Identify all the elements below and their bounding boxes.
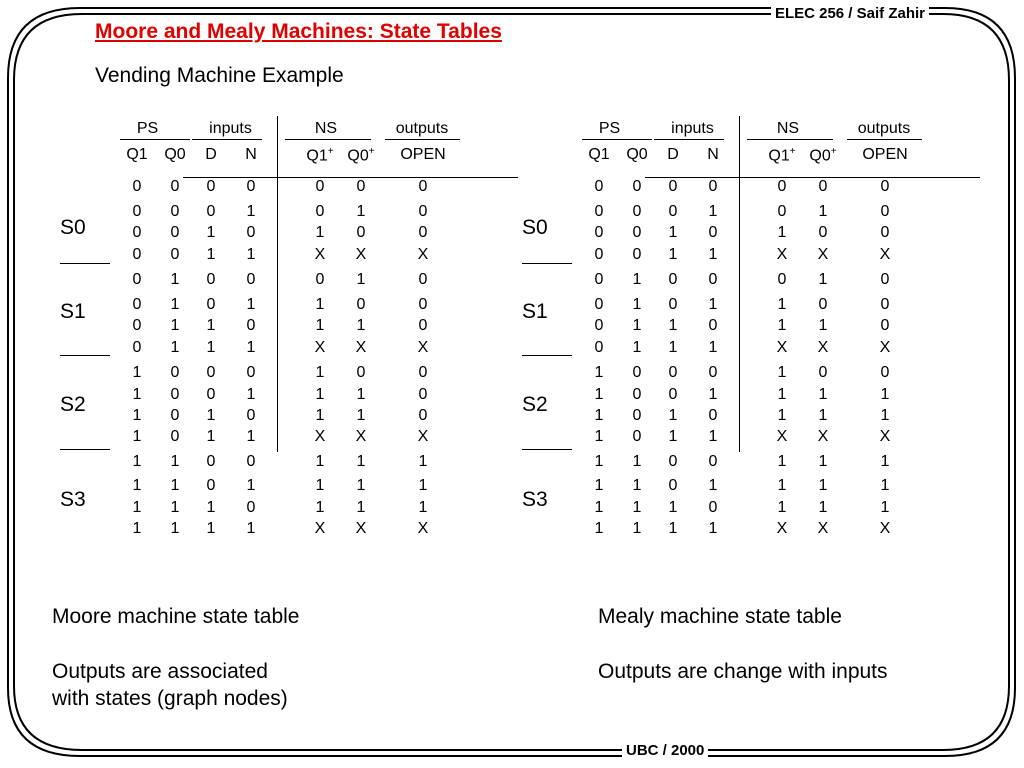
table-cell: 1 xyxy=(777,499,787,516)
table-cell: 1 xyxy=(206,339,216,356)
table-cell: 1 xyxy=(170,271,180,288)
table-cell: 1 xyxy=(632,453,642,470)
table-cell: 1 xyxy=(632,317,642,334)
state-label-s1: S1 xyxy=(60,300,86,323)
table-cell: 0 xyxy=(170,246,180,263)
table-cell: 0 xyxy=(594,224,604,241)
table-cell: 0 xyxy=(668,386,678,403)
table-cell: 0 xyxy=(880,224,890,241)
table-cell: 1 xyxy=(818,386,828,403)
table-cell: 1 xyxy=(668,246,678,263)
table-cell: 0 xyxy=(170,386,180,403)
table-cell: 1 xyxy=(818,271,828,288)
table-cell: 0 xyxy=(708,453,718,470)
table-cell: 0 xyxy=(818,224,828,241)
table-cell: 1 xyxy=(356,499,366,516)
table-cell: 1 xyxy=(632,271,642,288)
table-cell: 1 xyxy=(880,453,890,470)
table-cell: 1 xyxy=(708,296,718,313)
table-cell: 1 xyxy=(668,224,678,241)
column-header-n: N xyxy=(707,146,719,163)
table-cell: 1 xyxy=(170,296,180,313)
table-cell: 1 xyxy=(170,317,180,334)
table-cell: 1 xyxy=(315,499,325,516)
table-cell: 0 xyxy=(632,178,642,195)
table-cell: 1 xyxy=(777,407,787,424)
table-cell: X xyxy=(776,339,788,356)
table-cell: 1 xyxy=(708,246,718,263)
table-cell: 0 xyxy=(632,246,642,263)
moore-note xyxy=(52,658,288,712)
table-cell: 0 xyxy=(315,178,325,195)
table-cell: 1 xyxy=(315,317,325,334)
table-cell: 0 xyxy=(594,339,604,356)
table-cell: 0 xyxy=(418,203,428,220)
moore-note-line1: Outputs are associated xyxy=(52,660,268,683)
table-cell: 1 xyxy=(777,296,787,313)
state-label-s2: S2 xyxy=(60,393,86,416)
table-cell: 0 xyxy=(132,296,142,313)
moore-state-table xyxy=(60,116,540,546)
state-label-s3: S3 xyxy=(522,488,548,511)
table-cell: X xyxy=(879,339,891,356)
table-cell: X xyxy=(355,520,367,537)
table-cell: 0 xyxy=(170,224,180,241)
table-cell: 1 xyxy=(132,453,142,470)
table-cell: 0 xyxy=(708,317,718,334)
table-cell: 0 xyxy=(708,224,718,241)
table-cell: 1 xyxy=(246,246,256,263)
table-cell: 1 xyxy=(206,407,216,424)
table-cell: 0 xyxy=(132,271,142,288)
group-header-inputs: inputs xyxy=(671,120,714,137)
table-cell: 1 xyxy=(818,317,828,334)
column-header-open: OPEN xyxy=(862,146,908,163)
moore-note-line2: with states (graph nodes) xyxy=(52,687,288,710)
table-cell: 1 xyxy=(880,477,890,494)
table-cell: 1 xyxy=(356,477,366,494)
group-underline xyxy=(654,139,724,140)
group-header-ns: NS xyxy=(314,120,338,137)
table-cell: 1 xyxy=(315,386,325,403)
table-cell: 0 xyxy=(777,178,787,195)
table-cell: X xyxy=(417,520,429,537)
table-cell: 0 xyxy=(594,178,604,195)
table-cell: 1 xyxy=(818,499,828,516)
table-cell: 1 xyxy=(132,499,142,516)
table-cell: 0 xyxy=(594,296,604,313)
table-cell: 0 xyxy=(170,178,180,195)
table-cell: 1 xyxy=(632,520,642,537)
table-cell: 0 xyxy=(632,224,642,241)
table-cell: 0 xyxy=(418,364,428,381)
table-cell: 0 xyxy=(356,178,366,195)
group-underline xyxy=(847,139,922,140)
table-cell: 0 xyxy=(206,178,216,195)
table-cell: 1 xyxy=(708,428,718,445)
table-cell: 0 xyxy=(132,339,142,356)
table-cell: 1 xyxy=(246,339,256,356)
column-header-d: D xyxy=(205,146,217,163)
table-cell: 0 xyxy=(246,271,256,288)
table-cell: 1 xyxy=(668,317,678,334)
table-cell: 1 xyxy=(315,477,325,494)
table-cell: 0 xyxy=(708,499,718,516)
table-cell: X xyxy=(355,246,367,263)
table-cell: 0 xyxy=(818,296,828,313)
table-cell: 0 xyxy=(356,224,366,241)
table-cell: 1 xyxy=(708,203,718,220)
table-cell: X xyxy=(776,520,788,537)
table-cell: 1 xyxy=(170,453,180,470)
table-cell: 0 xyxy=(594,271,604,288)
state-label-s0: S0 xyxy=(60,216,86,239)
table-cell: 0 xyxy=(206,271,216,288)
table-cell: 1 xyxy=(632,296,642,313)
table-cell: X xyxy=(879,428,891,445)
table-cell: 1 xyxy=(632,477,642,494)
table-cell: 0 xyxy=(246,317,256,334)
table-cell: 1 xyxy=(315,296,325,313)
table-cell: 1 xyxy=(132,477,142,494)
table-cell: 1 xyxy=(206,317,216,334)
column-header-q1: Q1 xyxy=(126,146,148,163)
table-cell: 0 xyxy=(880,296,890,313)
table-cell: 0 xyxy=(170,364,180,381)
table-cell: 0 xyxy=(880,178,890,195)
footer-tag: UBC / 2000 xyxy=(622,742,708,759)
table-cell: 1 xyxy=(132,520,142,537)
table-cell: 1 xyxy=(356,203,366,220)
table-cell: 1 xyxy=(206,520,216,537)
table-cell: 1 xyxy=(632,339,642,356)
table-cell: 1 xyxy=(708,520,718,537)
table-cell: 0 xyxy=(708,407,718,424)
table-cell: 1 xyxy=(206,499,216,516)
table-cell: 1 xyxy=(315,453,325,470)
table-cell: 0 xyxy=(594,317,604,334)
column-divider xyxy=(739,116,740,452)
state-label-s3: S3 xyxy=(60,488,86,511)
table-cell: 1 xyxy=(818,203,828,220)
table-cell: X xyxy=(314,339,326,356)
table-cell: 1 xyxy=(356,317,366,334)
table-cell: 0 xyxy=(246,407,256,424)
table-cell: 0 xyxy=(132,246,142,263)
table-cell: 1 xyxy=(170,499,180,516)
table-cell: 0 xyxy=(668,477,678,494)
table-cell: 0 xyxy=(315,203,325,220)
table-cell: 1 xyxy=(170,477,180,494)
table-cell: 0 xyxy=(880,203,890,220)
table-cell: 1 xyxy=(594,520,604,537)
table-cell: 0 xyxy=(132,317,142,334)
table-cell: X xyxy=(314,246,326,263)
group-header-outputs: outputs xyxy=(857,120,911,137)
table-cell: 0 xyxy=(206,296,216,313)
table-cell: 0 xyxy=(246,224,256,241)
column-header-n: N xyxy=(245,146,257,163)
table-cell: 1 xyxy=(246,477,256,494)
column-header-q1: Q1+ xyxy=(306,146,334,165)
state-separator xyxy=(60,355,110,356)
table-cell: 0 xyxy=(206,453,216,470)
column-header-q0: Q0+ xyxy=(809,146,837,165)
table-cell: 1 xyxy=(246,520,256,537)
group-underline xyxy=(385,139,460,140)
table-cell: 0 xyxy=(708,271,718,288)
table-cell: X xyxy=(817,428,829,445)
table-cell: 1 xyxy=(818,453,828,470)
table-cell: 1 xyxy=(594,428,604,445)
mealy-note: Outputs are change with inputs xyxy=(598,660,888,683)
table-cell: 1 xyxy=(708,386,718,403)
page-subtitle: Vending Machine Example xyxy=(95,64,344,87)
state-separator xyxy=(522,263,572,264)
table-cell: 0 xyxy=(206,386,216,403)
table-cell: 1 xyxy=(356,453,366,470)
table-cell: 1 xyxy=(777,386,787,403)
table-cell: 0 xyxy=(246,178,256,195)
column-header-q1: Q1+ xyxy=(768,146,796,165)
table-cell: 1 xyxy=(880,386,890,403)
table-cell: X xyxy=(879,246,891,263)
table-cell: 1 xyxy=(246,386,256,403)
moore-caption: Moore machine state table xyxy=(52,605,300,628)
state-label-s2: S2 xyxy=(522,393,548,416)
table-cell: 1 xyxy=(594,499,604,516)
table-cell: 1 xyxy=(668,407,678,424)
table-cell: X xyxy=(314,428,326,445)
table-cell: 1 xyxy=(356,271,366,288)
table-cell: 0 xyxy=(668,178,678,195)
table-cell: 0 xyxy=(418,296,428,313)
group-underline xyxy=(285,139,371,140)
table-cell: 0 xyxy=(356,296,366,313)
table-cell: X xyxy=(417,339,429,356)
group-header-outputs: outputs xyxy=(395,120,449,137)
table-cell: 1 xyxy=(594,364,604,381)
column-header-q1: Q1 xyxy=(588,146,610,163)
table-cell: 1 xyxy=(132,407,142,424)
column-header-open: OPEN xyxy=(400,146,446,163)
table-cell: 1 xyxy=(356,386,366,403)
table-cell: 0 xyxy=(632,386,642,403)
table-cell: 0 xyxy=(418,317,428,334)
table-cell: 1 xyxy=(594,477,604,494)
state-separator xyxy=(522,355,572,356)
table-cell: 1 xyxy=(777,477,787,494)
table-cell: 1 xyxy=(594,386,604,403)
table-cell: 1 xyxy=(246,296,256,313)
table-cell: 0 xyxy=(594,246,604,263)
table-cell: 1 xyxy=(668,428,678,445)
table-cell: 0 xyxy=(668,203,678,220)
table-cell: 0 xyxy=(170,203,180,220)
table-cell: 0 xyxy=(418,386,428,403)
table-cell: 1 xyxy=(708,339,718,356)
table-cell: 0 xyxy=(632,364,642,381)
table-cell: 1 xyxy=(880,407,890,424)
table-cell: 0 xyxy=(594,203,604,220)
table-cell: X xyxy=(817,520,829,537)
table-cell: 1 xyxy=(632,499,642,516)
mealy-state-table xyxy=(522,116,1002,546)
table-cell: 1 xyxy=(418,453,428,470)
group-header-ns: NS xyxy=(776,120,800,137)
table-cell: 1 xyxy=(708,477,718,494)
group-header-ps: PS xyxy=(136,120,159,137)
table-cell: 1 xyxy=(668,499,678,516)
table-cell: 0 xyxy=(818,364,828,381)
group-underline xyxy=(120,139,190,140)
column-header-q0: Q0+ xyxy=(347,146,375,165)
table-cell: 1 xyxy=(594,453,604,470)
table-cell: 0 xyxy=(206,364,216,381)
table-cell: 0 xyxy=(170,428,180,445)
table-cell: 0 xyxy=(708,178,718,195)
state-separator xyxy=(522,449,572,450)
course-tag: ELEC 256 / Saif Zahir xyxy=(771,5,929,22)
table-cell: 0 xyxy=(880,364,890,381)
table-cell: 0 xyxy=(880,271,890,288)
table-cell: 0 xyxy=(418,178,428,195)
column-divider xyxy=(277,116,278,452)
table-cell: 1 xyxy=(356,407,366,424)
table-cell: 1 xyxy=(315,407,325,424)
table-cell: X xyxy=(776,246,788,263)
table-cell: 1 xyxy=(132,364,142,381)
state-label-s0: S0 xyxy=(522,216,548,239)
column-header-q0: Q0 xyxy=(164,146,186,163)
table-cell: 1 xyxy=(315,364,325,381)
table-cell: 0 xyxy=(668,453,678,470)
column-header-d: D xyxy=(667,146,679,163)
table-cell: 0 xyxy=(132,203,142,220)
table-cell: 0 xyxy=(246,499,256,516)
group-underline xyxy=(582,139,652,140)
table-cell: 0 xyxy=(246,364,256,381)
table-cell: 0 xyxy=(246,453,256,470)
table-cell: 1 xyxy=(777,317,787,334)
table-cell: 1 xyxy=(132,386,142,403)
table-cell: 0 xyxy=(315,271,325,288)
state-separator xyxy=(60,449,110,450)
table-cell: 1 xyxy=(132,428,142,445)
table-cell: 1 xyxy=(777,453,787,470)
table-cell: X xyxy=(417,428,429,445)
table-cell: X xyxy=(776,428,788,445)
table-cell: 0 xyxy=(632,428,642,445)
table-cell: 1 xyxy=(418,477,428,494)
table-cell: 0 xyxy=(170,407,180,424)
table-cell: X xyxy=(314,520,326,537)
table-cell: 0 xyxy=(777,271,787,288)
table-cell: 1 xyxy=(206,246,216,263)
table-cell: 1 xyxy=(777,364,787,381)
table-cell: 1 xyxy=(315,224,325,241)
table-cell: 1 xyxy=(206,428,216,445)
state-label-s1: S1 xyxy=(522,300,548,323)
table-cell: 1 xyxy=(246,203,256,220)
table-cell: 1 xyxy=(170,520,180,537)
table-cell: X xyxy=(879,520,891,537)
table-cell: 1 xyxy=(246,428,256,445)
table-cell: X xyxy=(817,246,829,263)
table-cell: 0 xyxy=(632,203,642,220)
table-cell: 0 xyxy=(418,407,428,424)
table-cell: 0 xyxy=(206,203,216,220)
table-cell: 1 xyxy=(170,339,180,356)
table-cell: 1 xyxy=(818,407,828,424)
table-cell: X xyxy=(417,246,429,263)
table-cell: X xyxy=(355,428,367,445)
table-cell: 1 xyxy=(668,339,678,356)
table-cell: 1 xyxy=(818,477,828,494)
table-cell: 1 xyxy=(418,499,428,516)
table-cell: 0 xyxy=(818,178,828,195)
table-cell: 0 xyxy=(418,271,428,288)
table-cell: 1 xyxy=(594,407,604,424)
table-cell: 1 xyxy=(880,499,890,516)
mealy-caption: Mealy machine state table xyxy=(598,605,842,628)
table-cell: 1 xyxy=(668,520,678,537)
table-cell: 0 xyxy=(632,407,642,424)
table-cell: 0 xyxy=(668,271,678,288)
page-title: Moore and Mealy Machines: State Tables xyxy=(95,20,502,43)
table-cell: 0 xyxy=(206,477,216,494)
group-header-inputs: inputs xyxy=(209,120,252,137)
table-cell: 0 xyxy=(668,296,678,313)
table-cell: X xyxy=(817,339,829,356)
state-separator xyxy=(60,263,110,264)
column-header-q0: Q0 xyxy=(626,146,648,163)
table-cell: 1 xyxy=(206,224,216,241)
table-cell: 0 xyxy=(777,203,787,220)
table-cell: 0 xyxy=(356,364,366,381)
table-cell: X xyxy=(355,339,367,356)
table-cell: 1 xyxy=(777,224,787,241)
table-cell: 0 xyxy=(708,364,718,381)
group-underline xyxy=(192,139,262,140)
table-cell: 0 xyxy=(132,178,142,195)
table-cell: 0 xyxy=(132,224,142,241)
table-cell: 0 xyxy=(668,364,678,381)
group-underline xyxy=(747,139,833,140)
table-cell: 0 xyxy=(880,317,890,334)
group-header-ps: PS xyxy=(598,120,621,137)
table-cell: 0 xyxy=(418,224,428,241)
